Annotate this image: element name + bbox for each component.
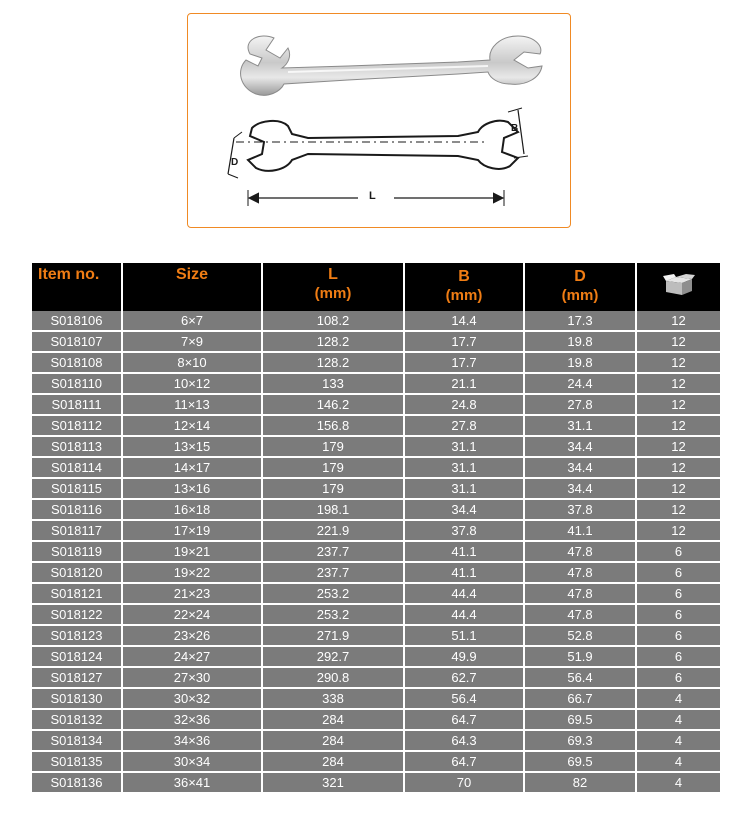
package-qty-cell: 12	[636, 436, 720, 457]
l-cell: 290.8	[262, 667, 404, 688]
size-cell: 21×23	[122, 583, 262, 604]
package-qty-cell: 12	[636, 499, 720, 520]
package-qty-cell: 12	[636, 520, 720, 541]
d-cell: 47.8	[524, 604, 636, 625]
wrench-photo	[241, 36, 542, 95]
table-row	[32, 373, 720, 394]
item-no-cell: S018108	[32, 352, 122, 373]
d-cell: 66.7	[524, 688, 636, 709]
d-cell: 82	[524, 772, 636, 792]
item-no-cell: S018124	[32, 646, 122, 667]
table-row	[32, 730, 720, 751]
size-cell: 7×9	[122, 331, 262, 352]
size-cell: 6×7	[122, 311, 262, 331]
table-row	[32, 751, 720, 772]
size-cell: 34×36	[122, 730, 262, 751]
dimension-label-b: B	[511, 123, 519, 134]
l-cell: 292.7	[262, 646, 404, 667]
b-cell: 64.3	[404, 730, 524, 751]
l-cell: 321	[262, 772, 404, 792]
item-no-cell: S018110	[32, 373, 122, 394]
header-b-label: B	[458, 268, 470, 285]
header-d-unit: (mm)	[561, 287, 599, 304]
table-row	[32, 520, 720, 541]
header-l-label: L	[328, 266, 338, 283]
size-cell: 19×22	[122, 562, 262, 583]
l-cell: 128.2	[262, 331, 404, 352]
size-cell: 13×15	[122, 436, 262, 457]
item-no-cell: S018132	[32, 709, 122, 730]
item-no-cell: S018113	[32, 436, 122, 457]
b-cell: 31.1	[404, 478, 524, 499]
d-cell: 69.3	[524, 730, 636, 751]
package-qty-cell: 12	[636, 394, 720, 415]
package-qty-cell: 6	[636, 583, 720, 604]
table-row	[32, 667, 720, 688]
table-row	[32, 394, 720, 415]
table-row	[32, 583, 720, 604]
l-cell: 284	[262, 751, 404, 772]
b-cell: 24.8	[404, 394, 524, 415]
wrench-illustration	[188, 14, 572, 229]
table-row	[32, 352, 720, 373]
header-d-label: D	[574, 268, 586, 285]
package-qty-cell: 6	[636, 562, 720, 583]
b-cell: 17.7	[404, 352, 524, 373]
b-cell: 37.8	[404, 520, 524, 541]
b-cell: 21.1	[404, 373, 524, 394]
size-cell: 13×16	[122, 478, 262, 499]
item-no-cell: S018112	[32, 415, 122, 436]
item-no-cell: S018107	[32, 331, 122, 352]
l-cell: 284	[262, 730, 404, 751]
size-cell: 32×36	[122, 709, 262, 730]
size-cell: 14×17	[122, 457, 262, 478]
d-cell: 19.8	[524, 352, 636, 373]
table-header-row	[32, 263, 720, 311]
l-cell: 179	[262, 436, 404, 457]
table-row	[32, 625, 720, 646]
l-cell: 108.2	[262, 311, 404, 331]
l-cell: 237.7	[262, 562, 404, 583]
table-row	[32, 457, 720, 478]
package-qty-cell: 4	[636, 730, 720, 751]
dimension-label-l: L	[369, 190, 376, 202]
item-no-cell: S018127	[32, 667, 122, 688]
b-cell: 56.4	[404, 688, 524, 709]
package-qty-cell: 12	[636, 457, 720, 478]
package-qty-cell: 4	[636, 751, 720, 772]
d-cell: 47.8	[524, 583, 636, 604]
b-cell: 44.4	[404, 583, 524, 604]
header-package-qty	[636, 263, 720, 311]
d-cell: 52.8	[524, 625, 636, 646]
l-cell: 156.8	[262, 415, 404, 436]
spec-table-body	[32, 311, 720, 792]
spec-table	[32, 263, 720, 792]
l-cell: 133	[262, 373, 404, 394]
package-qty-cell: 6	[636, 646, 720, 667]
item-no-cell: S018111	[32, 394, 122, 415]
d-cell: 27.8	[524, 394, 636, 415]
size-cell: 19×21	[122, 541, 262, 562]
package-qty-cell: 12	[636, 478, 720, 499]
item-no-cell: S018123	[32, 625, 122, 646]
l-cell: 271.9	[262, 625, 404, 646]
table-row	[32, 311, 720, 331]
size-cell: 8×10	[122, 352, 262, 373]
b-cell: 62.7	[404, 667, 524, 688]
table-row	[32, 415, 720, 436]
table-row	[32, 646, 720, 667]
table-row	[32, 562, 720, 583]
d-cell: 17.3	[524, 311, 636, 331]
b-cell: 49.9	[404, 646, 524, 667]
b-cell: 27.8	[404, 415, 524, 436]
b-cell: 34.4	[404, 499, 524, 520]
l-cell: 253.2	[262, 583, 404, 604]
d-cell: 56.4	[524, 667, 636, 688]
item-no-cell: S018119	[32, 541, 122, 562]
l-cell: 237.7	[262, 541, 404, 562]
d-cell: 51.9	[524, 646, 636, 667]
package-qty-cell: 12	[636, 331, 720, 352]
item-no-cell: S018134	[32, 730, 122, 751]
d-cell: 37.8	[524, 499, 636, 520]
package-qty-cell: 6	[636, 667, 720, 688]
b-cell: 17.7	[404, 331, 524, 352]
l-cell: 128.2	[262, 352, 404, 373]
d-cell: 34.4	[524, 457, 636, 478]
table-row	[32, 604, 720, 625]
b-cell: 64.7	[404, 751, 524, 772]
size-cell: 17×19	[122, 520, 262, 541]
b-cell: 70	[404, 772, 524, 792]
package-qty-cell: 12	[636, 415, 720, 436]
size-cell: 22×24	[122, 604, 262, 625]
size-cell: 12×14	[122, 415, 262, 436]
d-cell: 34.4	[524, 436, 636, 457]
b-cell: 14.4	[404, 311, 524, 331]
size-cell: 11×13	[122, 394, 262, 415]
d-cell: 19.8	[524, 331, 636, 352]
d-cell: 34.4	[524, 478, 636, 499]
b-cell: 51.1	[404, 625, 524, 646]
l-cell: 221.9	[262, 520, 404, 541]
box-icon	[662, 273, 696, 297]
b-cell: 64.7	[404, 709, 524, 730]
d-cell: 47.8	[524, 562, 636, 583]
header-b	[404, 263, 524, 311]
header-size: Size	[122, 263, 262, 311]
dimension-label-d: D	[231, 157, 239, 168]
table-row	[32, 436, 720, 457]
l-cell: 179	[262, 457, 404, 478]
header-l	[262, 263, 404, 311]
item-no-cell: S018115	[32, 478, 122, 499]
item-no-cell: S018122	[32, 604, 122, 625]
table-row	[32, 688, 720, 709]
header-item-no: Item no.	[32, 263, 122, 311]
package-qty-cell: 12	[636, 373, 720, 394]
item-no-cell: S018130	[32, 688, 122, 709]
d-cell: 24.4	[524, 373, 636, 394]
size-cell: 36×41	[122, 772, 262, 792]
l-cell: 338	[262, 688, 404, 709]
package-qty-cell: 6	[636, 541, 720, 562]
package-qty-cell: 12	[636, 311, 720, 331]
size-cell: 27×30	[122, 667, 262, 688]
item-no-cell: S018106	[32, 311, 122, 331]
item-no-cell: S018116	[32, 499, 122, 520]
table-row	[32, 772, 720, 792]
package-qty-cell: 4	[636, 709, 720, 730]
size-cell: 30×32	[122, 688, 262, 709]
item-no-cell: S018120	[32, 562, 122, 583]
item-no-cell: S018136	[32, 772, 122, 792]
b-cell: 44.4	[404, 604, 524, 625]
size-cell: 16×18	[122, 499, 262, 520]
package-qty-cell: 4	[636, 772, 720, 792]
package-qty-cell: 12	[636, 352, 720, 373]
wrench-line-drawing	[228, 108, 528, 206]
b-cell: 41.1	[404, 562, 524, 583]
d-cell: 31.1	[524, 415, 636, 436]
package-qty-cell: 6	[636, 625, 720, 646]
d-cell: 41.1	[524, 520, 636, 541]
d-cell: 69.5	[524, 709, 636, 730]
package-qty-cell: 4	[636, 688, 720, 709]
product-figure	[187, 13, 571, 228]
size-cell: 10×12	[122, 373, 262, 394]
l-cell: 284	[262, 709, 404, 730]
l-cell: 253.2	[262, 604, 404, 625]
d-cell: 47.8	[524, 541, 636, 562]
package-qty-cell: 6	[636, 604, 720, 625]
header-b-unit: (mm)	[445, 287, 483, 304]
table-row	[32, 478, 720, 499]
table-row	[32, 709, 720, 730]
item-no-cell: S018117	[32, 520, 122, 541]
table-row	[32, 499, 720, 520]
l-cell: 179	[262, 478, 404, 499]
size-cell: 30×34	[122, 751, 262, 772]
header-d	[524, 263, 636, 311]
l-cell: 146.2	[262, 394, 404, 415]
item-no-cell: S018135	[32, 751, 122, 772]
table-row	[32, 331, 720, 352]
b-cell: 31.1	[404, 457, 524, 478]
size-cell: 24×27	[122, 646, 262, 667]
item-no-cell: S018114	[32, 457, 122, 478]
size-cell: 23×26	[122, 625, 262, 646]
header-l-unit: (mm)	[314, 285, 352, 302]
l-cell: 198.1	[262, 499, 404, 520]
d-cell: 69.5	[524, 751, 636, 772]
b-cell: 41.1	[404, 541, 524, 562]
item-no-cell: S018121	[32, 583, 122, 604]
b-cell: 31.1	[404, 436, 524, 457]
table-row	[32, 541, 720, 562]
